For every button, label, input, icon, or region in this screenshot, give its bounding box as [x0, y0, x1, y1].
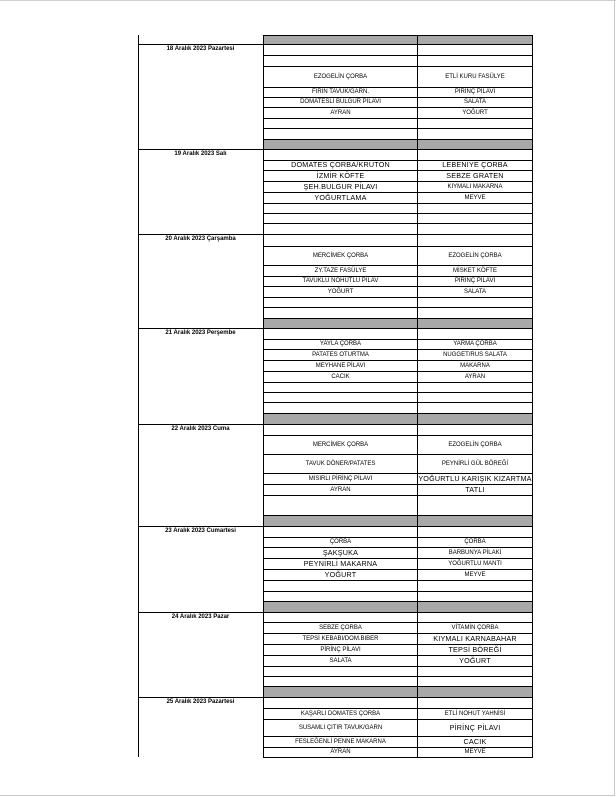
grid-line: [263, 515, 533, 516]
grid-line: [138, 328, 533, 329]
grid-line: [263, 349, 533, 350]
grid-line: [263, 66, 533, 67]
day-date-label: 20 Aralık 2023 Çarşamba: [165, 236, 236, 242]
menu-item-option-1: MERCİMEK ÇORBA: [312, 253, 369, 259]
menu-item-option-2: TEPSİ BÖREĞİ: [448, 645, 502, 654]
date-column-left-border: [138, 35, 139, 757]
menu-item-option-1: MEYHANE PİLAVI: [315, 363, 366, 369]
menu-item-option-1: MISIRLI PİRİNÇ PİLAVI: [308, 476, 373, 482]
menu-item-option-2: LEBENİYE ÇORBA: [442, 160, 508, 169]
menu-item-option-1: FESLEĞENLİ PENNE MAKARNA: [295, 739, 386, 745]
grid-line: [263, 286, 533, 287]
grid-line: [263, 139, 533, 140]
grid-line: [263, 591, 533, 592]
grid-line: [138, 526, 533, 527]
grid-line: [263, 736, 533, 737]
menu-item-option-2: EZOGELİN ÇORBA: [448, 253, 502, 259]
grid-line: [263, 413, 533, 414]
menu-item-option-1: AYRAN: [330, 487, 351, 493]
grid-line: [263, 128, 533, 129]
grid-line: [263, 601, 533, 602]
menu-item-option-1: AYRAN: [330, 110, 351, 116]
grid-line: [263, 580, 533, 581]
menu-item-option-2: TATLI: [465, 485, 485, 494]
grid-line: [263, 454, 533, 455]
grid-line: [263, 297, 533, 298]
grid-line: [138, 44, 533, 45]
grid-line: [138, 612, 533, 613]
grid-line: [263, 265, 533, 266]
menu-item-option-2: PİRİNÇ PİLAVI: [449, 723, 501, 732]
menu-item-option-1: YOĞURT: [327, 289, 354, 295]
menu-item-option-2: EZOGELİN ÇORBA: [448, 442, 502, 448]
day-date-label: 18 Aralık 2023 Pazartesi: [166, 46, 235, 52]
menu-item-option-1: SEBZE ÇORBA: [319, 625, 362, 631]
menu-item-option-2: ÇORBA: [464, 539, 486, 545]
grid-line: [263, 371, 533, 372]
header-band: [263, 686, 532, 697]
header-band: [263, 515, 532, 526]
menu-item-option-2: SEBZE GRATEN: [446, 171, 504, 180]
menu-item-option-1: PATATES OTURTMA: [312, 352, 369, 358]
menu-item-option-1: CACIK: [331, 374, 350, 380]
menu-item-option-2: YARMA ÇORBA: [453, 341, 497, 347]
grid-line: [263, 655, 533, 656]
grid-line: [263, 569, 533, 570]
menu-item-option-2: MAKARNA: [460, 363, 490, 369]
grid-line: [263, 246, 533, 247]
option-2-column-border: [417, 35, 418, 757]
menu-item-option-1: PİRİNÇ PİLAVI: [320, 647, 361, 653]
menu-item-option-1: ŞAKŞUKA: [322, 548, 359, 557]
menu-item-option-1: YOĞURTLAMA: [314, 193, 367, 202]
menu-item-option-2: YOĞURT: [462, 110, 488, 116]
menu-item-option-2: MEYVE: [464, 749, 486, 755]
menu-item-option-2: ETLİ KURU FASÜLYE: [445, 74, 505, 80]
menu-item-option-2: CACIK: [463, 737, 487, 746]
menu-item-option-1: EZOGELİN ÇORBA: [313, 74, 368, 80]
menu-item-option-1: ÇORBA: [329, 539, 352, 545]
grid-line: [263, 495, 533, 496]
menu-item-option-2: YOĞURTLU MANTI: [448, 561, 502, 567]
grid-line: [263, 192, 533, 193]
menu-item-option-1: MERCİMEK ÇORBA: [312, 442, 369, 448]
header-band: [263, 139, 532, 149]
menu-item-option-1: ZY.TAZE FASÜLYE: [314, 268, 367, 274]
menu-item-option-2: AYRAN: [464, 374, 486, 380]
header-band: [263, 413, 532, 424]
menu-item-option-2: NUGGET/RUS SALATA: [443, 352, 507, 358]
menu-item-option-1: TAVUKLU NOHUTLU PİLAV: [302, 278, 379, 284]
grid-line: [263, 107, 533, 108]
menu-item-option-2: SALATA: [463, 289, 487, 295]
grid-line: [263, 686, 533, 687]
header-band: [263, 601, 532, 612]
grid-line: [263, 382, 533, 383]
menu-item-option-1: YAYLA ÇORBA: [319, 341, 362, 347]
menu-item-option-2: YOĞURTLU KARIŞIK KIZARTMA: [418, 474, 532, 483]
menu-item-option-2: BARBUNYA PİLAKİ: [448, 550, 502, 556]
grid-line: [138, 697, 533, 698]
grid-line: [138, 424, 533, 425]
grid-line: [263, 666, 533, 667]
menu-item-option-2: KIYMALI KARNABAHAR: [433, 634, 517, 643]
menu-item-option-1: İZMİR KÖFTE: [316, 171, 365, 180]
option-1-column-border: [263, 35, 264, 757]
menu-item-option-1: DOMATES ÇORBA/KRUTON: [291, 160, 390, 169]
menu-item-option-1: TEPSİ KEBABI/DOM.BIBER: [302, 636, 379, 642]
grid-line: [263, 547, 533, 548]
day-date-label: 22 Aralık 2023 Cuma: [171, 426, 230, 432]
menu-item-option-2: PİRİNÇ PİLAVI: [454, 278, 496, 284]
grid-line: [263, 484, 533, 485]
grid-line: [263, 213, 533, 214]
menu-item-option-2: PİRİNÇ PİLAVI: [454, 89, 496, 95]
grid-line: [263, 402, 533, 403]
grid-line: [138, 149, 533, 150]
grid-line: [263, 676, 533, 677]
day-date-label: 19 Aralık 2023 Salı: [174, 151, 227, 157]
grid-line: [263, 708, 533, 709]
menu-item-option-1: SUSAMLI ÇITIR TAVUK/GARN: [298, 725, 383, 731]
grid-line: [263, 757, 533, 758]
grid-line: [263, 55, 533, 56]
menu-item-option-2: YOĞURT: [459, 656, 491, 665]
menu-item-option-1: FIRIN TAVUK/GARN.: [311, 89, 369, 95]
menu-item-option-1: AYRAN: [330, 749, 351, 755]
grid-line: [138, 234, 533, 235]
grid-line: [263, 360, 533, 361]
header-band: [263, 318, 532, 328]
grid-line: [263, 719, 533, 720]
menu-item-option-2: MİSKET KÖFTE: [453, 268, 497, 274]
menu-item-option-1: ŞEH.BULGUR PİLAVI: [303, 182, 378, 191]
menu-item-option-2: PEYNİRLİ GÜL BÖREĞİ: [441, 461, 509, 467]
header-band: [263, 35, 532, 44]
grid-line: [263, 435, 533, 436]
grid-line: [263, 203, 533, 204]
grid-line: [263, 622, 533, 623]
menu-item-option-2: KIYMALI MAKARNA: [447, 184, 503, 190]
menu-item-option-2: MEYVE: [464, 195, 486, 201]
menu-item-option-2: MEYVE: [464, 572, 486, 578]
grid-line: [263, 223, 533, 224]
menu-item-option-1: TAVUK DÖNER/PATATES: [305, 461, 376, 467]
menu-item-option-1: SALATA: [329, 658, 352, 664]
grid-line: [263, 35, 533, 36]
menu-item-option-1: DOMATESLİ BULGUR PİLAVI: [300, 99, 381, 105]
menu-item-option-1: PEYNİRLİ MAKARNA: [303, 559, 378, 568]
day-date-label: 25 Aralık 2023 Pazartesi: [166, 699, 235, 705]
day-date-label: 23 Aralık 2023 Cumartesi: [165, 528, 236, 534]
menu-item-option-2: SALATA: [463, 99, 487, 105]
grid-line: [263, 318, 533, 319]
grid-line: [263, 307, 533, 308]
menu-item-option-1: YOĞURT: [324, 570, 357, 579]
menu-item-option-1: KAŞARLI DOMATES ÇORBA: [300, 711, 381, 717]
menu-item-option-2: ETLİ NOHUT YAHNİSİ: [444, 711, 506, 717]
day-date-label: 21 Aralık 2023 Perşembe: [165, 330, 236, 336]
table-right-border: [532, 35, 533, 758]
day-date-label: 24 Aralık 2023 Pazar: [171, 614, 230, 620]
grid-line: [263, 392, 533, 393]
grid-line: [263, 118, 533, 119]
menu-item-option-2: VİTAMİN ÇORBA: [451, 625, 499, 631]
